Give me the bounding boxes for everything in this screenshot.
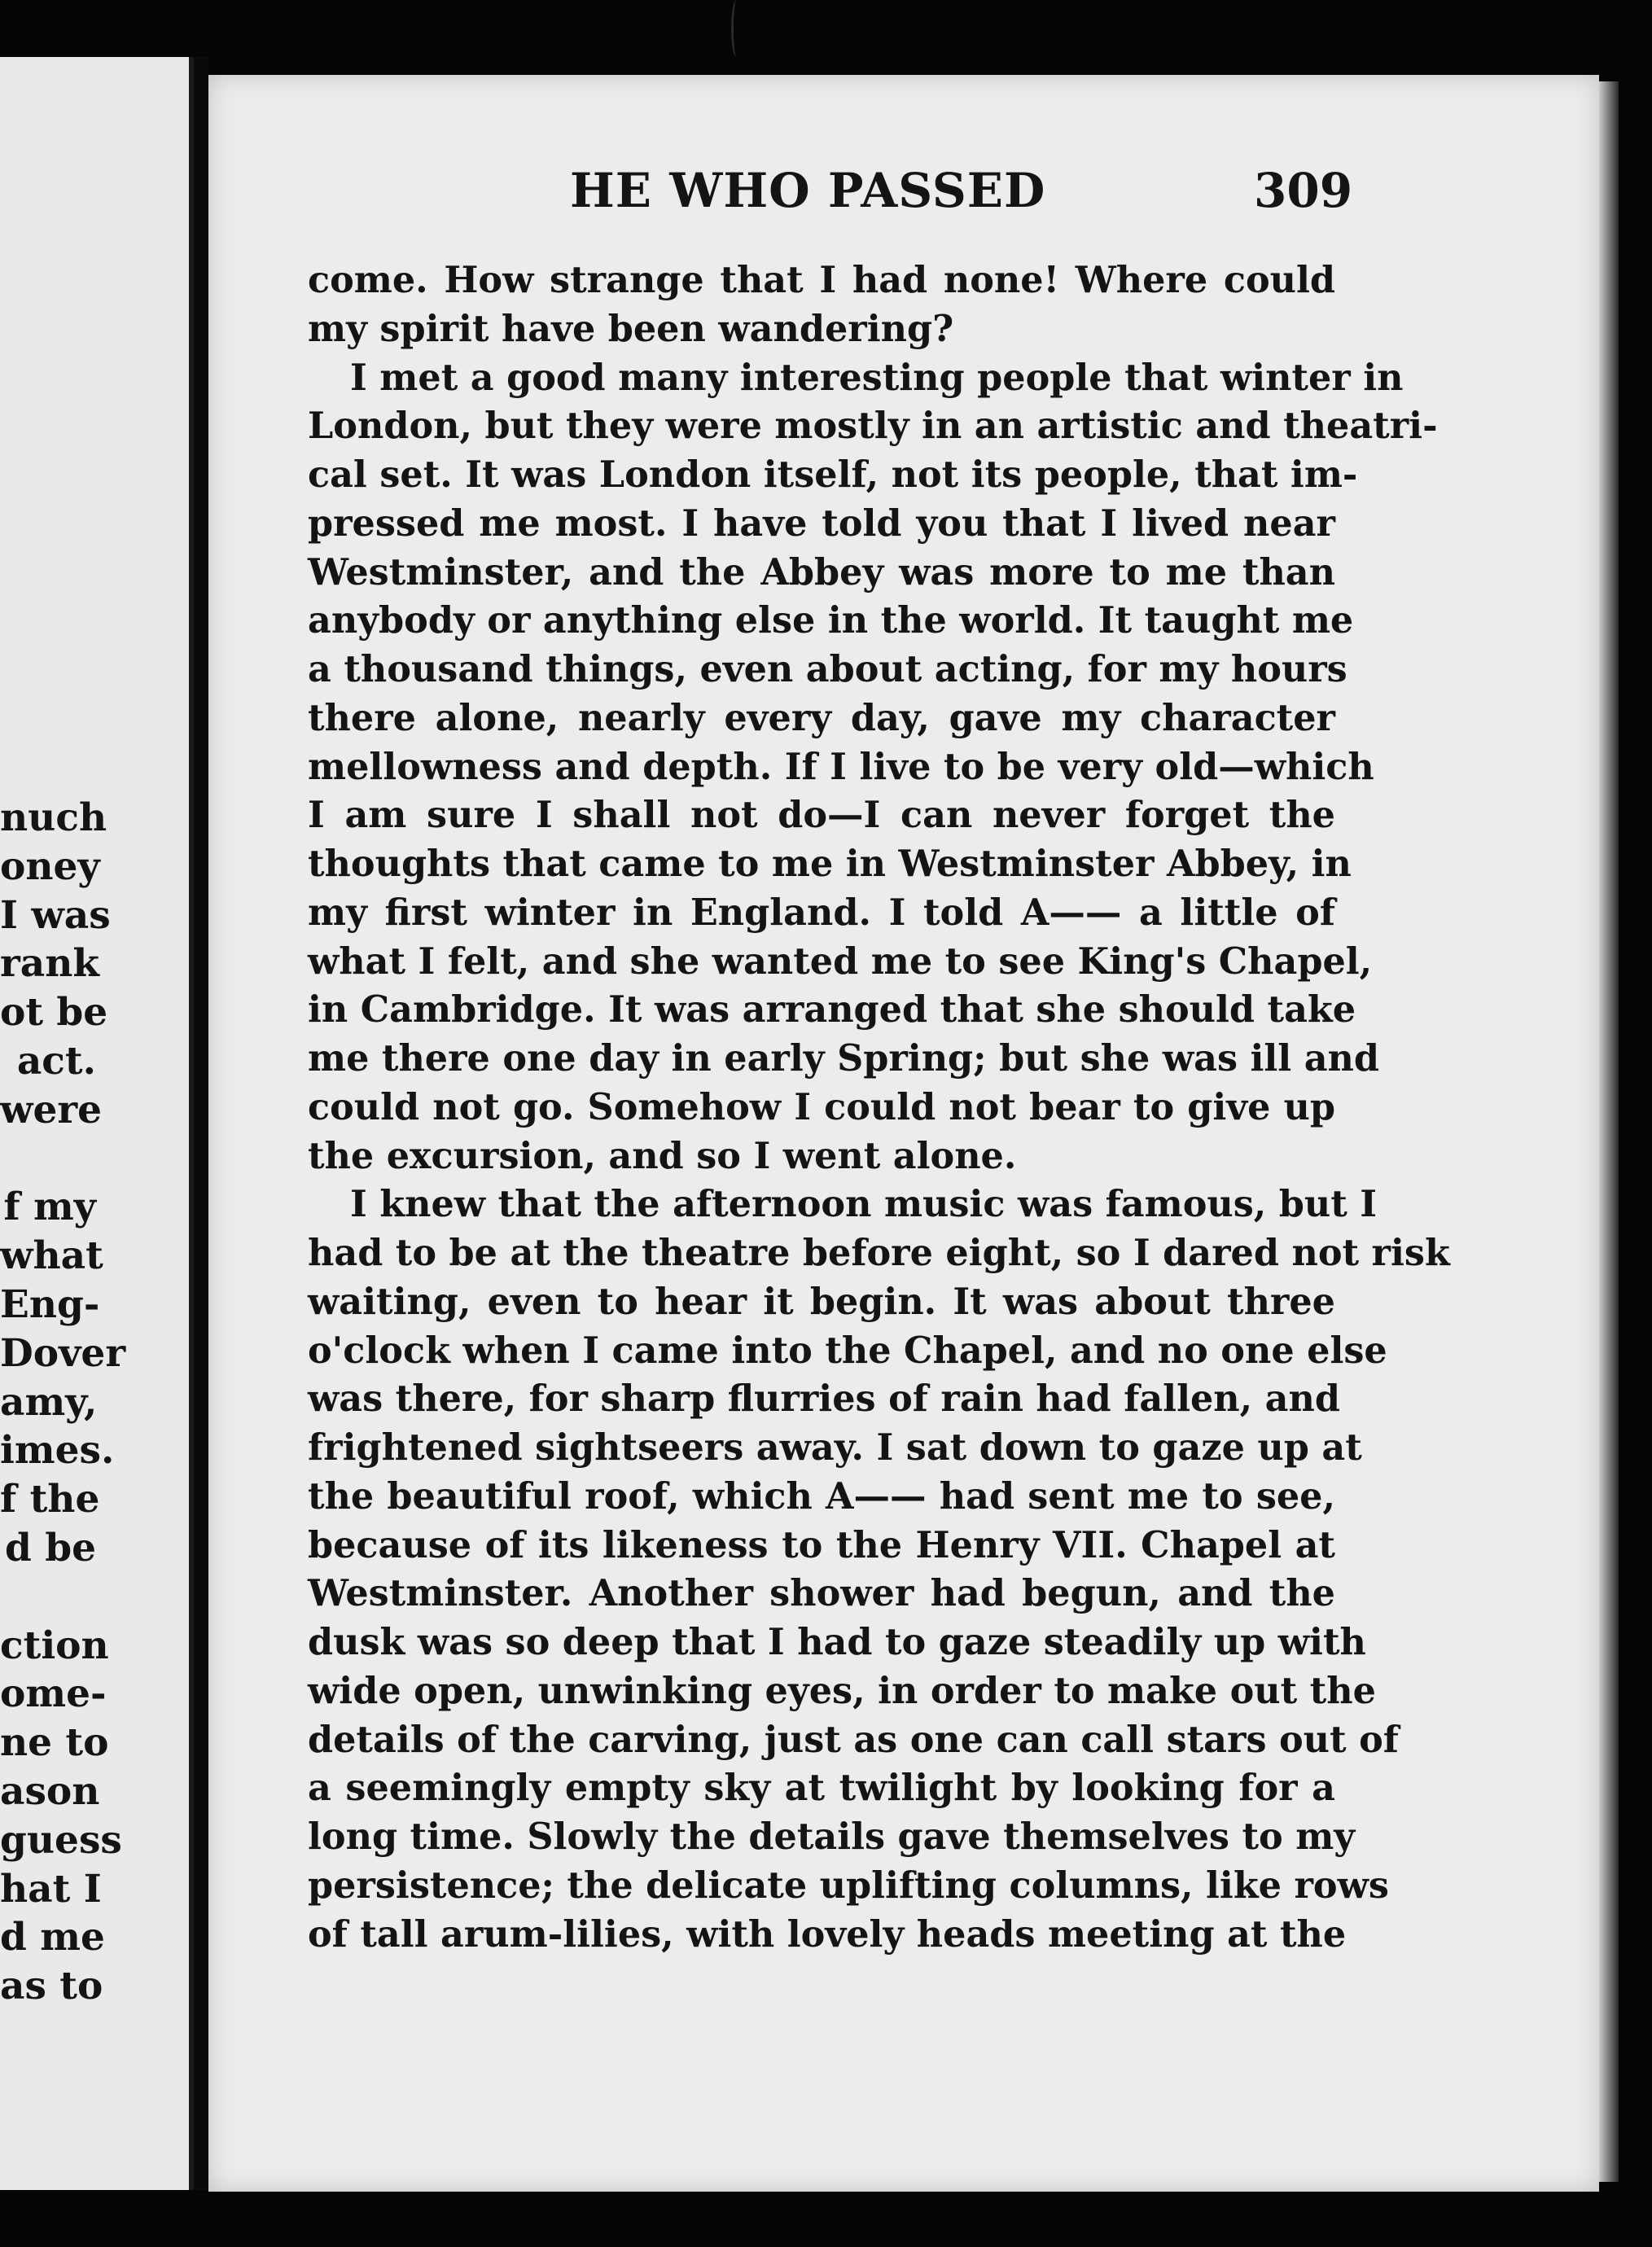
text-line: o'clock when I came into the Chapel, and no one else [308,1329,1387,1372]
text-line: Westminster, and the Abbey was more to me than [308,550,1335,594]
text-line: wide open, unwinking eyes, in order to make out the [308,1669,1376,1712]
left-page-fragment: Dover [0,1330,126,1376]
text-line: long time. Slowly the details gave themselves to my [308,1816,1356,1858]
left-page-fragment: hat I [0,1866,102,1912]
text-line: the excursion, and so I went alone. [308,1134,1017,1177]
text-line: the beautiful roof, which A—— had sent me to see, [308,1474,1335,1518]
left-page-fragment: f my [3,1185,96,1230]
text-line: because of its likeness to the Henry VII. Chapel at [308,1523,1335,1566]
text-line: could not go. Somehow I could not bear to give up [308,1085,1335,1128]
text-line: I knew that the afternoon music was famous, but I [350,1183,1378,1226]
left-page-fragment [0,1573,96,1622]
text-line: Westminster. Another shower had begun, and the [308,1572,1335,1615]
text-line: pressed me most. I have told you that I lived near [308,502,1335,545]
text-line: there alone, nearly every day, gave my character [308,696,1335,739]
text-line: my spirit have been wandering? [308,307,954,350]
left-page-fragment: imes. [0,1428,115,1474]
scan-mark [731,0,742,57]
text-line: a seemingly empty sky at twilight by looking for a [308,1767,1335,1810]
left-page-fragment: d me [0,1915,105,1960]
text-line: me there one day in early Spring; but she was ill and [308,1037,1380,1080]
text-line: dusk was so deep that I had to gaze steadily up with [308,1621,1366,1663]
text-line: my first winter in England. I told A—— a little of [308,891,1335,934]
running-head: HE WHO PASSED [570,163,1046,218]
text-line: anybody or anything else in the world. It taught me [308,599,1354,642]
text-line: cal set. It was London itself, not its people, that im- [308,453,1358,496]
text-line: a thousand things, even about acting, for my hours [308,648,1347,690]
left-page-fragment: act. [16,1038,96,1084]
text-line: persistence; the delicate uplifting columns, like rows [308,1864,1389,1907]
page-edge [1599,81,1619,2182]
text-line: had to be at the theatre before eight, so I dared not risk [308,1232,1450,1274]
text-line: details of the carving, just as one can call stars out of [308,1718,1399,1761]
left-page-fragment: what [0,1233,103,1279]
left-page-fragment: Eng- [0,1281,100,1327]
left-page-fragment: rank [0,941,99,987]
left-page-fragment: as to [0,1964,103,2009]
text-line: waiting, even to hear it begin. It was about three [308,1280,1335,1323]
left-facing-page [0,57,194,2190]
text-line: thoughts that came to me in Westminster Abbey, in [308,843,1352,885]
text-line: frightened sightseers away. I sat down to gaze up at [308,1426,1362,1469]
text-line: what I felt, and she wanted me to see King's Chapel, [308,940,1373,983]
left-page-fragment: ason [0,1768,100,1814]
left-page-fragment: d be [5,1525,96,1570]
book-gutter [194,57,208,2190]
left-page-fragment: I was [0,892,111,938]
left-page-fragment: guess [0,1817,122,1863]
left-page-fragment: f the [0,1477,100,1522]
page-number: 309 [1254,163,1353,218]
text-line: in Cambridge. It was arranged that she should take [308,988,1356,1032]
left-page-fragment: ne to [0,1720,109,1766]
text-line: of tall arum-lilies, with lovely heads meeting at the [308,1912,1347,1956]
left-page-fragment: amy, [0,1379,98,1425]
left-page-fragment: ome- [0,1671,107,1717]
left-page-fragment [0,1135,96,1184]
left-page-fragment: ot be [0,990,108,1036]
text-line: mellowness and depth. If I live to be very old—which [308,745,1374,788]
left-page-fragment: ction [0,1623,109,1668]
left-page-fragment: nuch [0,795,107,840]
left-page-text-fragments [0,794,126,2011]
text-line: I am sure I shall not do—I can never forget the [308,794,1335,837]
text-line: was there, for sharp flurries of rain had fallen, and [308,1378,1340,1421]
left-page-fragment: oney [0,843,100,889]
left-page-fragment: were [0,1087,103,1132]
text-line: London, but they were mostly in an artistic and theatri- [308,405,1438,448]
text-line: come. How strange that I had none! Where could [308,259,1335,301]
text-line: I met a good many interesting people that winter in [350,356,1404,399]
body-text [308,256,1450,1959]
